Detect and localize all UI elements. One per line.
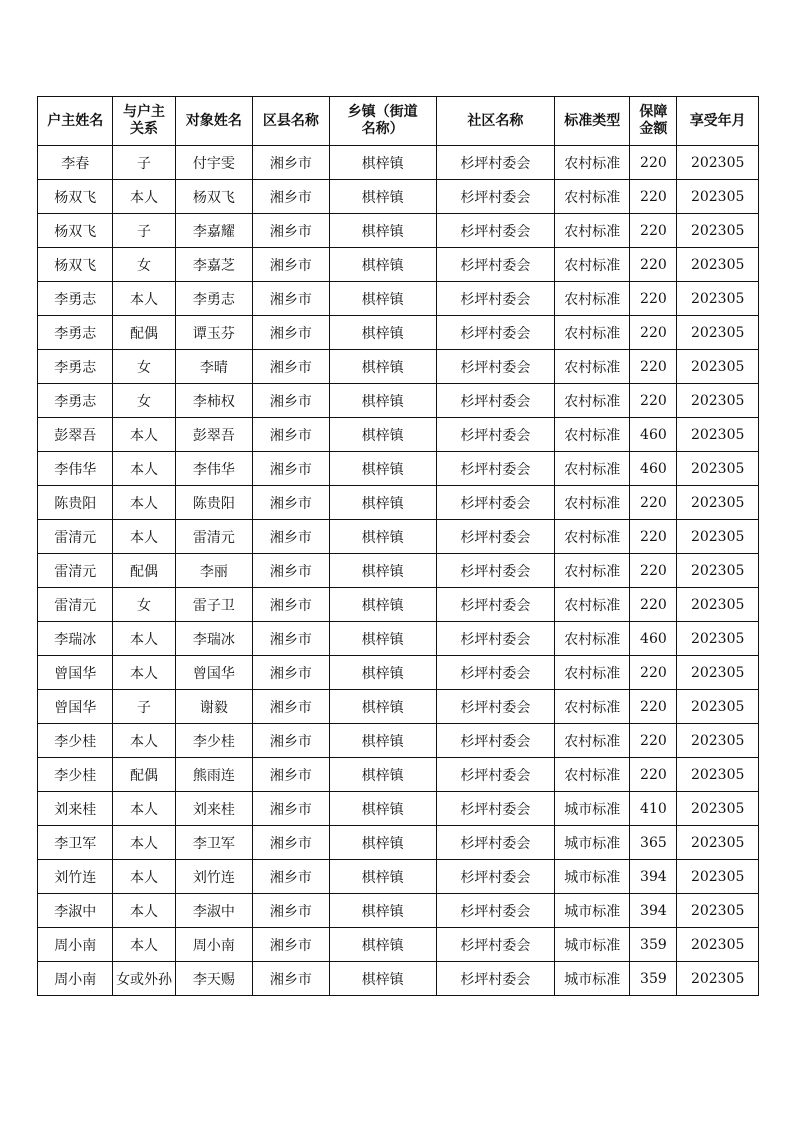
recipient-name-cell: 雷清元 <box>175 520 253 554</box>
community-cell: 杉坪村委会 <box>436 622 554 656</box>
recipient-name-cell: 熊雨连 <box>175 758 253 792</box>
month-cell: 202305 <box>677 690 759 724</box>
county-cell: 湘乡市 <box>253 316 329 350</box>
amount-cell: 220 <box>630 248 677 282</box>
recipient-name-cell: 谢毅 <box>175 690 253 724</box>
standard-type-cell: 农村标准 <box>555 384 630 418</box>
householder-name-cell: 李少桂 <box>38 724 113 758</box>
standard-type-cell: 城市标准 <box>555 928 630 962</box>
relation-text: 女或外孙 <box>116 971 173 988</box>
standard-type-cell: 农村标准 <box>555 520 630 554</box>
town-cell: 棋梓镇 <box>329 826 436 860</box>
householder-name-cell: 周小南 <box>38 962 113 996</box>
relation-cell: 配偶 <box>113 554 175 588</box>
county-cell: 湘乡市 <box>253 214 329 248</box>
community-cell: 杉坪村委会 <box>436 418 554 452</box>
town-cell: 棋梓镇 <box>329 384 436 418</box>
community-cell: 杉坪村委会 <box>436 384 554 418</box>
relation-cell: 子 <box>113 146 175 180</box>
relation-cell: 本人 <box>113 826 175 860</box>
community-cell: 杉坪村委会 <box>436 554 554 588</box>
recipient-name-cell: 李丽 <box>175 554 253 588</box>
header-relation: 与户主 关系 <box>113 97 175 146</box>
assistance-roster-table <box>37 96 759 996</box>
recipient-name-cell: 李伟华 <box>175 452 253 486</box>
town-cell: 棋梓镇 <box>329 928 436 962</box>
community-cell: 杉坪村委会 <box>436 180 554 214</box>
amount-cell: 220 <box>630 282 677 316</box>
month-cell: 202305 <box>677 758 759 792</box>
amount-cell: 394 <box>630 860 677 894</box>
month-cell: 202305 <box>677 792 759 826</box>
community-cell: 杉坪村委会 <box>436 758 554 792</box>
relation-text-clipped <box>113 969 174 989</box>
month-cell: 202305 <box>677 486 759 520</box>
county-cell: 湘乡市 <box>253 724 329 758</box>
county-cell: 湘乡市 <box>253 350 329 384</box>
relation-cell: 本人 <box>113 520 175 554</box>
table-header <box>38 97 759 146</box>
recipient-name-cell: 谭玉芬 <box>175 316 253 350</box>
community-cell: 杉坪村委会 <box>436 316 554 350</box>
month-cell: 202305 <box>677 826 759 860</box>
county-cell: 湘乡市 <box>253 452 329 486</box>
county-cell: 湘乡市 <box>253 520 329 554</box>
relation-cell: 本人 <box>113 792 175 826</box>
recipient-name-cell: 李卫军 <box>175 826 253 860</box>
amount-cell: 359 <box>630 928 677 962</box>
relation-cell: 本人 <box>113 928 175 962</box>
householder-name-cell: 李淑中 <box>38 894 113 928</box>
table-row <box>38 724 759 758</box>
header-row <box>38 97 759 146</box>
town-cell: 棋梓镇 <box>329 316 436 350</box>
table-row <box>38 792 759 826</box>
householder-name-cell: 雷清元 <box>38 520 113 554</box>
town-cell: 棋梓镇 <box>329 452 436 486</box>
recipient-name-cell: 刘来桂 <box>175 792 253 826</box>
standard-type-cell: 农村标准 <box>555 214 630 248</box>
amount-cell: 365 <box>630 826 677 860</box>
community-cell: 杉坪村委会 <box>436 282 554 316</box>
town-cell: 棋梓镇 <box>329 486 436 520</box>
recipient-name-cell: 刘竹连 <box>175 860 253 894</box>
amount-cell: 220 <box>630 520 677 554</box>
standard-type-cell: 农村标准 <box>555 452 630 486</box>
standard-type-cell: 农村标准 <box>555 350 630 384</box>
standard-type-cell: 城市标准 <box>555 792 630 826</box>
month-cell: 202305 <box>677 384 759 418</box>
householder-name-cell: 李勇志 <box>38 282 113 316</box>
header-month: 享受年月 <box>677 97 759 146</box>
standard-type-cell: 农村标准 <box>555 486 630 520</box>
month-cell: 202305 <box>677 316 759 350</box>
town-cell: 棋梓镇 <box>329 588 436 622</box>
amount-cell: 220 <box>630 486 677 520</box>
county-cell: 湘乡市 <box>253 826 329 860</box>
town-cell: 棋梓镇 <box>329 248 436 282</box>
amount-cell: 220 <box>630 554 677 588</box>
householder-name-cell: 李卫军 <box>38 826 113 860</box>
town-cell: 棋梓镇 <box>329 690 436 724</box>
county-cell: 湘乡市 <box>253 792 329 826</box>
amount-cell: 220 <box>630 588 677 622</box>
standard-type-cell: 城市标准 <box>555 826 630 860</box>
amount-cell: 220 <box>630 180 677 214</box>
town-cell: 棋梓镇 <box>329 792 436 826</box>
relation-cell: 本人 <box>113 282 175 316</box>
community-cell: 杉坪村委会 <box>436 350 554 384</box>
recipient-name-cell: 李勇志 <box>175 282 253 316</box>
standard-type-cell: 农村标准 <box>555 316 630 350</box>
amount-cell: 394 <box>630 894 677 928</box>
county-cell: 湘乡市 <box>253 418 329 452</box>
recipient-name-cell: 陈贵阳 <box>175 486 253 520</box>
community-cell: 杉坪村委会 <box>436 486 554 520</box>
table-row <box>38 962 759 996</box>
relation-cell: 本人 <box>113 452 175 486</box>
community-cell: 杉坪村委会 <box>436 452 554 486</box>
community-cell: 杉坪村委会 <box>436 724 554 758</box>
community-cell: 杉坪村委会 <box>436 656 554 690</box>
month-cell: 202305 <box>677 894 759 928</box>
standard-type-cell: 城市标准 <box>555 894 630 928</box>
town-cell: 棋梓镇 <box>329 282 436 316</box>
standard-type-cell: 农村标准 <box>555 418 630 452</box>
relation-cell: 女 <box>113 248 175 282</box>
table-row <box>38 520 759 554</box>
table-row <box>38 384 759 418</box>
recipient-name-cell: 李晴 <box>175 350 253 384</box>
month-cell: 202305 <box>677 860 759 894</box>
standard-type-cell: 农村标准 <box>555 146 630 180</box>
table-row <box>38 180 759 214</box>
householder-name-cell: 李伟华 <box>38 452 113 486</box>
recipient-name-cell: 李淑中 <box>175 894 253 928</box>
county-cell: 湘乡市 <box>253 384 329 418</box>
county-cell: 湘乡市 <box>253 282 329 316</box>
amount-cell: 410 <box>630 792 677 826</box>
relation-cell: 本人 <box>113 724 175 758</box>
county-cell: 湘乡市 <box>253 248 329 282</box>
county-cell: 湘乡市 <box>253 486 329 520</box>
recipient-name-cell: 周小南 <box>175 928 253 962</box>
community-cell: 杉坪村委会 <box>436 826 554 860</box>
community-cell: 杉坪村委会 <box>436 860 554 894</box>
standard-type-cell: 农村标准 <box>555 656 630 690</box>
table-row <box>38 316 759 350</box>
recipient-name-cell: 李瑞冰 <box>175 622 253 656</box>
standard-type-cell: 农村标准 <box>555 622 630 656</box>
standard-type-cell: 农村标准 <box>555 180 630 214</box>
householder-name-cell: 曾国华 <box>38 690 113 724</box>
town-cell: 棋梓镇 <box>329 758 436 792</box>
relation-cell: 子 <box>113 214 175 248</box>
relation-cell: 本人 <box>113 486 175 520</box>
relation-cell: 本人 <box>113 860 175 894</box>
month-cell: 202305 <box>677 418 759 452</box>
town-cell: 棋梓镇 <box>329 520 436 554</box>
county-cell: 湘乡市 <box>253 690 329 724</box>
community-cell: 杉坪村委会 <box>436 690 554 724</box>
amount-cell: 460 <box>630 418 677 452</box>
header-standard-type: 标准类型 <box>555 97 630 146</box>
community-cell: 杉坪村委会 <box>436 894 554 928</box>
amount-cell: 220 <box>630 384 677 418</box>
recipient-name-cell: 付宇雯 <box>175 146 253 180</box>
community-cell: 杉坪村委会 <box>436 248 554 282</box>
table-row <box>38 214 759 248</box>
month-cell: 202305 <box>677 656 759 690</box>
month-cell: 202305 <box>677 248 759 282</box>
town-cell: 棋梓镇 <box>329 214 436 248</box>
standard-type-cell: 农村标准 <box>555 690 630 724</box>
table-row <box>38 146 759 180</box>
community-cell: 杉坪村委会 <box>436 792 554 826</box>
householder-name-cell: 李春 <box>38 146 113 180</box>
standard-type-cell: 农村标准 <box>555 282 630 316</box>
month-cell: 202305 <box>677 180 759 214</box>
householder-name-cell: 刘竹连 <box>38 860 113 894</box>
month-cell: 202305 <box>677 146 759 180</box>
table-row <box>38 350 759 384</box>
standard-type-cell: 农村标准 <box>555 588 630 622</box>
householder-name-cell: 曾国华 <box>38 656 113 690</box>
month-cell: 202305 <box>677 622 759 656</box>
county-cell: 湘乡市 <box>253 622 329 656</box>
county-cell: 湘乡市 <box>253 860 329 894</box>
town-cell: 棋梓镇 <box>329 418 436 452</box>
table-row <box>38 894 759 928</box>
householder-name-cell: 杨双飞 <box>38 248 113 282</box>
header-householder-name: 户主姓名 <box>38 97 113 146</box>
recipient-name-cell: 李嘉耀 <box>175 214 253 248</box>
town-cell: 棋梓镇 <box>329 962 436 996</box>
month-cell: 202305 <box>677 350 759 384</box>
table-row <box>38 588 759 622</box>
month-cell: 202305 <box>677 520 759 554</box>
town-cell: 棋梓镇 <box>329 146 436 180</box>
table-row <box>38 758 759 792</box>
table-row <box>38 554 759 588</box>
header-recipient-name: 对象姓名 <box>175 97 253 146</box>
relation-cell: 本人 <box>113 656 175 690</box>
month-cell: 202305 <box>677 452 759 486</box>
town-cell: 棋梓镇 <box>329 894 436 928</box>
recipient-name-cell: 杨双飞 <box>175 180 253 214</box>
month-cell: 202305 <box>677 928 759 962</box>
county-cell: 湘乡市 <box>253 180 329 214</box>
householder-name-cell: 李勇志 <box>38 350 113 384</box>
community-cell: 杉坪村委会 <box>436 962 554 996</box>
relation-cell: 本人 <box>113 418 175 452</box>
relation-cell: 女 <box>113 384 175 418</box>
amount-cell: 220 <box>630 724 677 758</box>
amount-cell: 220 <box>630 146 677 180</box>
county-cell: 湘乡市 <box>253 656 329 690</box>
town-cell: 棋梓镇 <box>329 554 436 588</box>
month-cell: 202305 <box>677 588 759 622</box>
householder-name-cell: 雷清元 <box>38 588 113 622</box>
amount-cell: 460 <box>630 622 677 656</box>
county-cell: 湘乡市 <box>253 588 329 622</box>
householder-name-cell: 杨双飞 <box>38 180 113 214</box>
standard-type-cell: 农村标准 <box>555 554 630 588</box>
householder-name-cell: 雷清元 <box>38 554 113 588</box>
relation-cell: 女 <box>113 588 175 622</box>
month-cell: 202305 <box>677 724 759 758</box>
relation-cell: 本人 <box>113 180 175 214</box>
amount-cell: 460 <box>630 452 677 486</box>
standard-type-cell: 城市标准 <box>555 860 630 894</box>
county-cell: 湘乡市 <box>253 758 329 792</box>
county-cell: 湘乡市 <box>253 894 329 928</box>
amount-cell: 220 <box>630 758 677 792</box>
standard-type-cell: 农村标准 <box>555 724 630 758</box>
recipient-name-cell: 李天赐 <box>175 962 253 996</box>
town-cell: 棋梓镇 <box>329 622 436 656</box>
month-cell: 202305 <box>677 554 759 588</box>
table-row <box>38 622 759 656</box>
householder-name-cell: 刘来桂 <box>38 792 113 826</box>
header-community: 社区名称 <box>436 97 554 146</box>
relation-cell: 配偶 <box>113 316 175 350</box>
householder-name-cell: 彭翠吾 <box>38 418 113 452</box>
householder-name-cell: 李瑞冰 <box>38 622 113 656</box>
standard-type-cell: 农村标准 <box>555 248 630 282</box>
town-cell: 棋梓镇 <box>329 724 436 758</box>
table-row <box>38 418 759 452</box>
recipient-name-cell: 彭翠吾 <box>175 418 253 452</box>
month-cell: 202305 <box>677 962 759 996</box>
amount-cell: 220 <box>630 214 677 248</box>
relation-cell: 女 <box>113 350 175 384</box>
table-row <box>38 860 759 894</box>
community-cell: 杉坪村委会 <box>436 588 554 622</box>
householder-name-cell: 杨双飞 <box>38 214 113 248</box>
town-cell: 棋梓镇 <box>329 180 436 214</box>
county-cell: 湘乡市 <box>253 928 329 962</box>
relation-cell <box>113 962 175 996</box>
standard-type-cell: 城市标准 <box>555 962 630 996</box>
table-body <box>38 146 759 996</box>
recipient-name-cell: 曾国华 <box>175 656 253 690</box>
community-cell: 杉坪村委会 <box>436 928 554 962</box>
recipient-name-cell: 李嘉芝 <box>175 248 253 282</box>
recipient-name-cell: 李柿权 <box>175 384 253 418</box>
relation-cell: 配偶 <box>113 758 175 792</box>
community-cell: 杉坪村委会 <box>436 214 554 248</box>
town-cell: 棋梓镇 <box>329 656 436 690</box>
relation-cell: 本人 <box>113 622 175 656</box>
amount-cell: 220 <box>630 350 677 384</box>
amount-cell: 359 <box>630 962 677 996</box>
relation-cell: 子 <box>113 690 175 724</box>
amount-cell: 220 <box>630 316 677 350</box>
table-row <box>38 486 759 520</box>
table-row <box>38 928 759 962</box>
table-row <box>38 656 759 690</box>
householder-name-cell: 李勇志 <box>38 316 113 350</box>
recipient-name-cell: 李少桂 <box>175 724 253 758</box>
table-row <box>38 282 759 316</box>
header-county: 区县名称 <box>253 97 329 146</box>
householder-name-cell: 李勇志 <box>38 384 113 418</box>
county-cell: 湘乡市 <box>253 962 329 996</box>
county-cell: 湘乡市 <box>253 146 329 180</box>
table-row <box>38 690 759 724</box>
community-cell: 杉坪村委会 <box>436 520 554 554</box>
table-row <box>38 248 759 282</box>
header-town: 乡镇（街道 名称） <box>329 97 436 146</box>
amount-cell: 220 <box>630 690 677 724</box>
month-cell: 202305 <box>677 214 759 248</box>
householder-name-cell: 周小南 <box>38 928 113 962</box>
table-row <box>38 826 759 860</box>
county-cell: 湘乡市 <box>253 554 329 588</box>
householder-name-cell: 陈贵阳 <box>38 486 113 520</box>
month-cell: 202305 <box>677 282 759 316</box>
householder-name-cell: 李少桂 <box>38 758 113 792</box>
amount-cell: 220 <box>630 656 677 690</box>
relation-cell: 本人 <box>113 894 175 928</box>
town-cell: 棋梓镇 <box>329 860 436 894</box>
town-cell: 棋梓镇 <box>329 350 436 384</box>
community-cell: 杉坪村委会 <box>436 146 554 180</box>
standard-type-cell: 农村标准 <box>555 758 630 792</box>
recipient-name-cell: 雷子卫 <box>175 588 253 622</box>
header-amount: 保障 金额 <box>630 97 677 146</box>
table-row <box>38 452 759 486</box>
